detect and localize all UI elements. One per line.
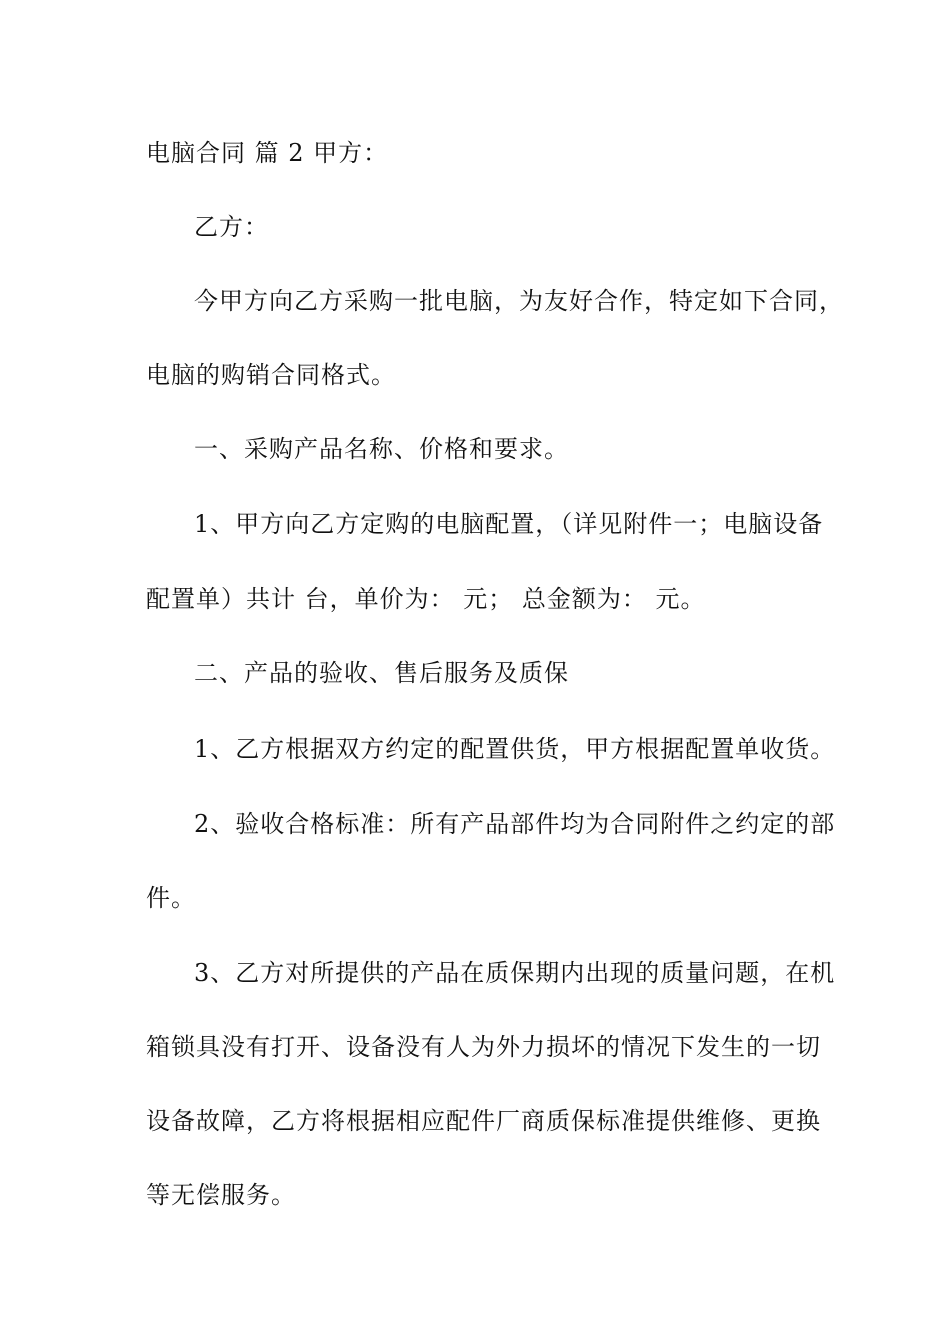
intro-line-1: 今甲方向乙方采购一批电脑，为友好合作，特定如下合同， [194,287,844,315]
intro-line-2: 电脑的购销合同格式。 [146,361,396,389]
clause-2-3-line-2: 箱锁具没有打开、设备没有人为外力损坏的情况下发生的一切 [146,1033,821,1061]
clause-2-2-line-2: 件。 [146,884,196,912]
clause-1-1-line-2: 配置单）共计 台，单价为： 元； 总金额为： 元。 [146,585,706,613]
clause-2-3-line-4: 等无偿服务。 [146,1181,296,1209]
clause-1-1-line-1: 1、甲方向乙方定购的电脑配置，（详见附件一；电脑设备 [194,510,824,538]
section-1-heading: 一、采购产品名称、价格和要求。 [194,435,569,463]
clause-2-1: 1、乙方根据双方约定的配置供货，甲方根据配置单收货。 [194,735,836,763]
clause-2-3-line-1: 3、乙方对所提供的产品在质保期内出现的质量问题，在机 [194,959,836,987]
heading-line: 电脑合同 篇 2 甲方： [146,139,389,167]
clause-2-3-line-3: 设备故障，乙方将根据相应配件厂商质保标准提供维修、更换 [146,1107,821,1135]
clause-2-2-line-1: 2、验收合格标准：所有产品部件均为合同附件之约定的部 [194,810,836,838]
section-2-heading: 二、产品的验收、售后服务及质保 [194,659,569,687]
party-b-line: 乙方： [194,213,269,241]
